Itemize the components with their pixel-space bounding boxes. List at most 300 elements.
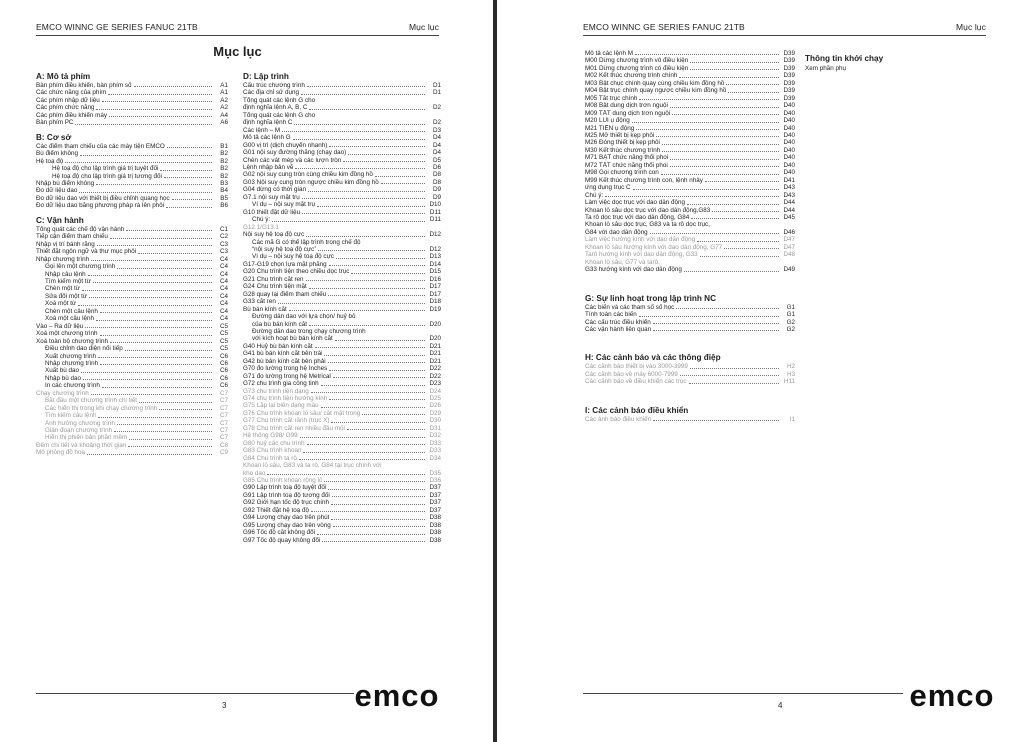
dot-leader [317, 206, 425, 207]
toc-entry[interactable] [243, 328, 441, 335]
toc-page-ref: D39 [783, 50, 795, 57]
toc-entry[interactable] [585, 221, 795, 228]
dot-leader [662, 144, 779, 145]
toc-entry-text: Các địa chỉ sử dụng [243, 89, 300, 97]
dot-leader [328, 362, 425, 363]
toc-entry-text: G20 Chu trình tiện theo chiều dọc trục [243, 268, 350, 276]
dot-leader [65, 162, 212, 163]
toc-entry[interactable] [585, 117, 795, 124]
toc-entry[interactable] [243, 358, 441, 365]
toc-page-ref: C3 [219, 248, 228, 256]
toc-entry-text: G94 Lượng chạy dao trên phút [243, 514, 330, 522]
toc-entry[interactable] [243, 470, 441, 477]
toc-page-ref: D35 [429, 469, 441, 477]
toc-entry[interactable] [36, 187, 228, 194]
toc-entry[interactable] [585, 57, 795, 64]
toc-entry[interactable] [36, 375, 228, 382]
dot-leader [636, 129, 779, 130]
toc-entry[interactable] [243, 134, 441, 141]
toc-entry-text: kho dao [243, 469, 266, 477]
toc-entry[interactable] [243, 164, 441, 171]
toc-entry-text: Thiết đặt ngôn ngữ và thư mục phôi [36, 248, 137, 256]
toc-entry[interactable] [36, 195, 228, 202]
toc-page-ref: D41 [783, 176, 795, 184]
toc-entry-text: Điều chỉnh dao diện nối tiếp [45, 345, 123, 353]
toc-entry[interactable] [36, 263, 228, 270]
toc-page-ref: D39 [783, 57, 795, 65]
toc-entry[interactable] [36, 360, 228, 367]
toc-entry[interactable] [585, 169, 795, 176]
dot-leader [347, 429, 425, 430]
dot-leader [687, 204, 779, 205]
toc-entry-text: Tổng quát các lệnh G cho [243, 96, 316, 104]
toc-column-left [585, 50, 795, 423]
toc-entry-text: Hệ thống G98/ G99 [243, 432, 298, 440]
dot-leader [328, 489, 425, 490]
toc-entry[interactable] [585, 154, 795, 161]
toc-entry[interactable] [585, 177, 795, 184]
toc-entry-text: M20 LÙI ụ động [585, 117, 630, 125]
dot-leader [102, 387, 212, 388]
toc-entry[interactable] [36, 330, 228, 337]
dot-leader [172, 199, 212, 200]
toc-entry[interactable] [585, 147, 795, 154]
toc-entry[interactable] [585, 199, 795, 206]
toc-entry[interactable] [243, 350, 441, 357]
toc-entry[interactable] [243, 268, 441, 275]
toc-entry[interactable] [585, 371, 795, 378]
toc-entry[interactable] [243, 380, 441, 387]
dot-leader [328, 295, 425, 296]
dot-leader [670, 107, 779, 108]
toc-entry[interactable] [36, 293, 228, 300]
toc-page-ref: D44 [783, 199, 795, 207]
toc-page-ref: C5 [219, 345, 228, 353]
toc-entry[interactable] [243, 417, 441, 424]
toc-entry-text: “nội suy hệ toạ độ cực” [252, 245, 317, 253]
toc-page-ref: H3 [786, 370, 795, 378]
toc-page-ref: D8 [432, 178, 441, 186]
toc-entry[interactable] [243, 246, 441, 253]
toc-page-ref: D34 [429, 454, 441, 462]
startup-info-subtitle: Xem phần phụ [805, 65, 846, 72]
toc-entry[interactable] [585, 378, 795, 385]
toc-entry[interactable] [585, 65, 795, 72]
toc-page-ref: D31 [429, 424, 441, 432]
toc-entry[interactable] [243, 447, 441, 454]
toc-entry[interactable] [36, 353, 228, 360]
toc-entry-text: Sửa đổi một từ [45, 292, 88, 300]
toc-page-ref: A1 [220, 89, 228, 97]
toc-entry-text: M09 TẮT dung dịch trơn nguội [585, 109, 671, 117]
toc-entry[interactable] [585, 266, 795, 273]
toc-page-ref: D22 [429, 372, 441, 380]
toc-entry[interactable] [243, 209, 441, 216]
toc-entry-text: Đường dẫn dao với lựa chọn/ huỷ bỏ [252, 313, 356, 321]
toc-page-ref: D12 [429, 245, 441, 253]
toc-entry[interactable] [243, 186, 441, 193]
toc-entry[interactable] [243, 455, 441, 462]
toc-entry-text: G75 Lặp lại biên dạng mẫu [243, 402, 319, 410]
toc-page-ref: D4 [432, 141, 441, 149]
toc-entry[interactable] [585, 50, 795, 57]
toc-entry-text: Các cảnh báo về máy 6000-7999 [585, 370, 678, 378]
toc-entry-text: Bù bán kính cắt [243, 305, 287, 313]
toc-entry[interactable] [36, 300, 228, 307]
dot-leader [88, 275, 212, 276]
toc-entry-text: G90 Lập trình toạ độ tuyệt đối [243, 484, 327, 492]
dot-leader [653, 323, 779, 324]
toc-entry[interactable] [585, 363, 795, 370]
toc-entry[interactable] [243, 216, 441, 223]
toc-entry-text: M30 Kết thúc chương trình [585, 146, 661, 154]
toc-entry[interactable] [585, 80, 795, 87]
toc-entry-text: Lệnh nhập bản vẽ [243, 163, 294, 171]
toc-entry[interactable] [243, 321, 441, 328]
toc-entry-text: Các vận hành liên quan [585, 325, 652, 333]
dot-leader [331, 519, 425, 520]
dot-leader [110, 342, 212, 343]
toc-entry[interactable] [243, 231, 441, 238]
toc-entry[interactable] [243, 432, 441, 439]
right-page [497, 0, 1024, 742]
toc-page-ref: D20 [429, 320, 441, 328]
toc-page-ref: C8 [219, 441, 228, 449]
toc-entry[interactable] [36, 397, 228, 404]
toc-page-ref: C7 [219, 427, 228, 435]
toc-entry[interactable] [243, 514, 441, 521]
toc-entry-text: G00 vị trí (dịch chuyển nhanh) [243, 141, 328, 149]
toc-page-ref: D8 [432, 171, 441, 179]
toc-entry-text: Tìm kiếm câu lệnh [45, 412, 97, 420]
toc-entry[interactable] [36, 345, 228, 352]
dot-leader [689, 383, 779, 384]
toc-entry[interactable] [243, 343, 441, 350]
toc-entry[interactable] [243, 127, 441, 134]
toc-entry[interactable] [585, 416, 795, 423]
toc-page-ref: D46 [783, 228, 795, 236]
toc-page-ref: D15 [429, 268, 441, 276]
toc-entry[interactable] [243, 440, 441, 447]
toc-entry[interactable] [243, 89, 441, 96]
toc-entry-text: Các cấu trúc điều khiển [585, 318, 651, 326]
toc-entry[interactable] [36, 278, 228, 285]
toc-page-ref: B3 [220, 179, 228, 187]
toc-entry[interactable] [585, 95, 795, 102]
toc-page-ref: B2 [220, 172, 228, 180]
toc-page-ref: D39 [783, 94, 795, 102]
dot-leader [700, 256, 779, 257]
toc-page-ref: D4 [432, 149, 441, 157]
toc-page-ref: C7 [219, 434, 228, 442]
toc-entry[interactable] [243, 425, 441, 432]
toc-entry-text: Ví dụ – nội suy mặt trụ [252, 201, 315, 209]
toc-entry[interactable] [36, 382, 228, 389]
toc-entry[interactable] [585, 214, 795, 221]
toc-entry[interactable] [36, 165, 228, 172]
dot-leader [329, 146, 425, 147]
toc-entry-text: Đo dữ liệu dao với thiết bị điều chỉnh quang học [36, 194, 170, 202]
dot-leader [633, 189, 779, 190]
toc-entry-text: Bàn phím điều khiển, bàn phím số [36, 82, 132, 89]
dot-leader [726, 84, 779, 85]
toc-entry-text: G41 bù bán kính cắt bên trái [243, 350, 323, 358]
dot-leader [87, 454, 212, 455]
toc-entry-text: M05 Tắt trục chính [585, 94, 638, 102]
toc-entry-text: M08 Bật dung dịch trơn nguội [585, 102, 668, 110]
toc-page-ref: C5 [219, 337, 228, 345]
toc-page-ref: D40 [783, 154, 795, 162]
toc-entry[interactable] [36, 427, 228, 434]
toc-entry[interactable] [36, 338, 228, 345]
toc-entry[interactable] [36, 233, 228, 240]
toc-entry-text: G97 Tốc độ quay không đổi [243, 536, 321, 544]
toc-entry[interactable] [585, 207, 795, 214]
toc-entry[interactable] [243, 507, 441, 514]
toc-entry[interactable] [36, 97, 228, 104]
toc-page-ref: I1 [789, 415, 795, 423]
toc-entry[interactable] [36, 158, 228, 165]
toc-entry[interactable] [243, 149, 441, 156]
toc-entry[interactable] [36, 202, 228, 209]
toc-entry-text: M02 Kết thúc chương trình chính [585, 72, 678, 80]
toc-entry[interactable] [243, 253, 441, 260]
toc-entry[interactable] [585, 125, 795, 132]
toc-entry[interactable] [243, 179, 441, 186]
toc-entry[interactable] [243, 395, 441, 402]
dot-leader [289, 310, 425, 311]
dot-leader [114, 431, 212, 432]
toc-entry[interactable] [36, 323, 228, 330]
toc-entry[interactable] [585, 192, 795, 199]
toc-entry[interactable] [585, 72, 795, 79]
toc-entry-text: G02 nội suy cung tròn cùng chiều kim đồng hồ [243, 171, 373, 179]
toc-entry-text: G91 Lập trình toạ độ tương đối [243, 491, 330, 499]
toc-entry-text: định nghĩa lệnh C [243, 119, 293, 127]
toc-entry[interactable] [243, 373, 441, 380]
toc-entry[interactable] [243, 298, 441, 305]
dot-leader [309, 288, 425, 289]
toc-entry[interactable] [36, 315, 228, 322]
toc-entry[interactable] [243, 522, 441, 529]
toc-entry[interactable] [243, 224, 441, 231]
toc-entry[interactable] [243, 171, 441, 178]
toc-entry[interactable] [36, 256, 228, 263]
toc-entry[interactable] [36, 308, 228, 315]
toc-entry-text: Các điểm tham chiếu của các máy tiện EMCO [36, 142, 165, 150]
toc-page-ref: D37 [429, 506, 441, 514]
toc-entry[interactable] [243, 157, 441, 164]
toc-entry[interactable] [243, 410, 441, 417]
toc-entry-text: G73 chu trình tiện dạng [243, 387, 309, 395]
section-heading: H: Các cảnh báo và các thông điệp [585, 353, 721, 363]
toc-entry-text: ứng dụng trục C [585, 184, 631, 192]
toc-page-ref: C7 [219, 404, 228, 412]
toc-entry[interactable] [585, 259, 795, 266]
dot-leader [307, 444, 425, 445]
toc-entry-text: M25 Mở thiết bị kẹp phôi [585, 131, 655, 139]
toc-entry-text: Bắt đầu một chương trình chi tiết [45, 397, 137, 405]
toc-entry[interactable] [243, 477, 441, 484]
toc-page-ref: D3 [432, 126, 441, 134]
toc-entry[interactable] [243, 82, 441, 89]
toc-entry-text: Hiển thị phiên bản phần mềm [45, 434, 128, 442]
toc-entry[interactable] [243, 484, 441, 491]
toc-entry[interactable] [36, 449, 228, 456]
dot-leader [690, 69, 779, 70]
toc-page-ref: C5 [219, 330, 228, 338]
toc-entry-text: Làm việc dọc trục với dao dẫn động [585, 199, 686, 207]
toc-entry[interactable] [36, 285, 228, 292]
toc-entry[interactable] [585, 236, 795, 243]
toc-page-ref: C1 [219, 225, 228, 233]
toc-page-ref: D17 [429, 290, 441, 298]
toc-entry-text: Gián đoạn chương trình [45, 427, 113, 435]
toc-page-ref: D5 [432, 156, 441, 164]
toc-entry-text: G84 với dao dẫn động [585, 228, 648, 236]
toc-page-ref: C6 [219, 374, 228, 382]
toc-entry[interactable] [36, 271, 228, 278]
toc-entry-text: Mô phỏng đồ hoạ [36, 449, 86, 457]
toc-page-ref: D40 [783, 109, 795, 117]
toc-entry[interactable] [243, 283, 441, 290]
toc-entry[interactable] [36, 150, 228, 157]
toc-entry[interactable] [36, 89, 228, 96]
toc-entry-text: Tổng quát các lệnh G cho [243, 111, 316, 119]
section-spacer [585, 274, 795, 288]
toc-entry[interactable] [585, 319, 795, 326]
toc-entry[interactable] [585, 102, 795, 109]
toc-entry[interactable] [36, 143, 228, 150]
toc-entry[interactable] [36, 367, 228, 374]
toc-page-ref: D48 [783, 251, 795, 259]
toc-entry[interactable] [36, 442, 228, 449]
toc-page-ref: D10 [429, 201, 441, 209]
dot-leader [91, 394, 212, 395]
toc-entry[interactable] [36, 241, 228, 248]
toc-entry[interactable] [36, 173, 228, 180]
toc-page-ref: D18 [429, 298, 441, 306]
toc-entry[interactable] [243, 104, 441, 111]
toc-entry[interactable] [36, 434, 228, 441]
header-left-text: EMCO WINNC GE SERIES FANUC 21TB [36, 22, 198, 32]
dot-leader [102, 101, 212, 102]
toc-page-ref: D39 [783, 79, 795, 87]
toc-entry[interactable] [243, 529, 441, 536]
toc-entry[interactable] [585, 304, 795, 311]
toc-entry[interactable] [243, 537, 441, 544]
toc-page-ref: D40 [783, 169, 795, 177]
dot-leader [639, 316, 779, 317]
emco-logo [907, 680, 997, 710]
page-number: 4 [778, 701, 783, 710]
toc-entry[interactable] [36, 390, 228, 397]
toc-entry[interactable] [243, 306, 441, 313]
toc-entry-text: G33 cắt ren [243, 298, 276, 306]
toc-entry[interactable] [585, 87, 795, 94]
toc-entry-text: Các biến và các tham số số học [585, 303, 675, 311]
toc-entry-text: M71 BẬT chức năng thổi phoi [585, 154, 669, 162]
dot-leader [661, 174, 779, 175]
toc-entry-text: M99 Kết thúc chương trình con, lệnh nhảy [585, 176, 703, 184]
toc-column-left [36, 72, 228, 457]
toc-entry[interactable] [243, 119, 441, 126]
toc-entry[interactable] [36, 82, 228, 89]
toc-page-ref: D33 [429, 447, 441, 455]
toc-entry[interactable] [243, 335, 441, 342]
dot-leader [100, 364, 212, 365]
toc-page-ref: D43 [783, 184, 795, 192]
toc-entry[interactable] [243, 462, 441, 469]
toc-entry[interactable] [585, 184, 795, 191]
dot-leader [331, 504, 425, 505]
toc-entry[interactable] [585, 251, 795, 258]
toc-entry[interactable] [36, 112, 228, 119]
toc-entry[interactable] [36, 412, 228, 419]
toc-entry[interactable] [243, 499, 441, 506]
toc-entry[interactable] [585, 139, 795, 146]
toc-entry-text: Khoan lỗ sâu, G77 và tarô, [585, 258, 660, 266]
toc-entry[interactable] [585, 244, 795, 251]
toc-entry[interactable] [243, 388, 441, 395]
toc-entry[interactable] [36, 119, 228, 126]
toc-page-ref: A2 [220, 104, 228, 112]
toc-page-ref: D44 [783, 206, 795, 214]
toc-entry[interactable] [243, 201, 441, 208]
toc-entry-text: Chèn một câu lệnh [45, 307, 98, 315]
toc-entry-text: Nhập vị trí bánh răng [36, 240, 95, 248]
dot-leader [351, 273, 425, 274]
toc-entry[interactable] [36, 180, 228, 187]
toc-entry[interactable] [243, 261, 441, 268]
toc-entry-text: G12.1/G13.1 [243, 223, 280, 231]
toc-entry[interactable] [585, 326, 795, 333]
toc-entry[interactable] [36, 405, 228, 412]
toc-entry[interactable] [585, 162, 795, 169]
toc-entry[interactable] [243, 276, 441, 283]
toc-entry[interactable] [585, 132, 795, 139]
toc-entry[interactable] [36, 248, 228, 255]
toc-entry[interactable] [243, 492, 441, 499]
toc-entry[interactable] [243, 402, 441, 409]
toc-entry[interactable] [243, 313, 441, 320]
toc-entry[interactable] [243, 291, 441, 298]
dot-leader [670, 159, 779, 160]
toc-entry[interactable] [36, 226, 228, 233]
toc-entry[interactable] [243, 112, 441, 119]
toc-entry[interactable] [243, 239, 441, 246]
toc-entry-text: M04 Bật trục chính quay ngược chiều kim đồng hồ [585, 87, 727, 95]
toc-entry[interactable] [243, 97, 441, 104]
dot-leader [632, 122, 779, 123]
toc-entry[interactable] [36, 104, 228, 111]
toc-entry-text: Tổng quát các chế độ vận hành [36, 225, 125, 233]
dot-leader [381, 183, 425, 184]
toc-entry[interactable] [585, 110, 795, 117]
toc-entry[interactable] [243, 142, 441, 149]
toc-entry-text: Mô tả các lệnh G [243, 134, 291, 142]
toc-entry-text: G17-G19 chọn lựa mặt phẳng [243, 260, 327, 268]
toc-page-ref: G2 [786, 318, 795, 326]
toc-entry[interactable] [585, 229, 795, 236]
toc-entry[interactable] [243, 194, 441, 201]
dot-leader [82, 290, 212, 291]
toc-entry[interactable] [243, 365, 441, 372]
dot-leader [375, 176, 425, 177]
dot-leader [311, 511, 425, 512]
toc-entry[interactable] [585, 311, 795, 318]
toc-entry[interactable] [36, 420, 228, 427]
